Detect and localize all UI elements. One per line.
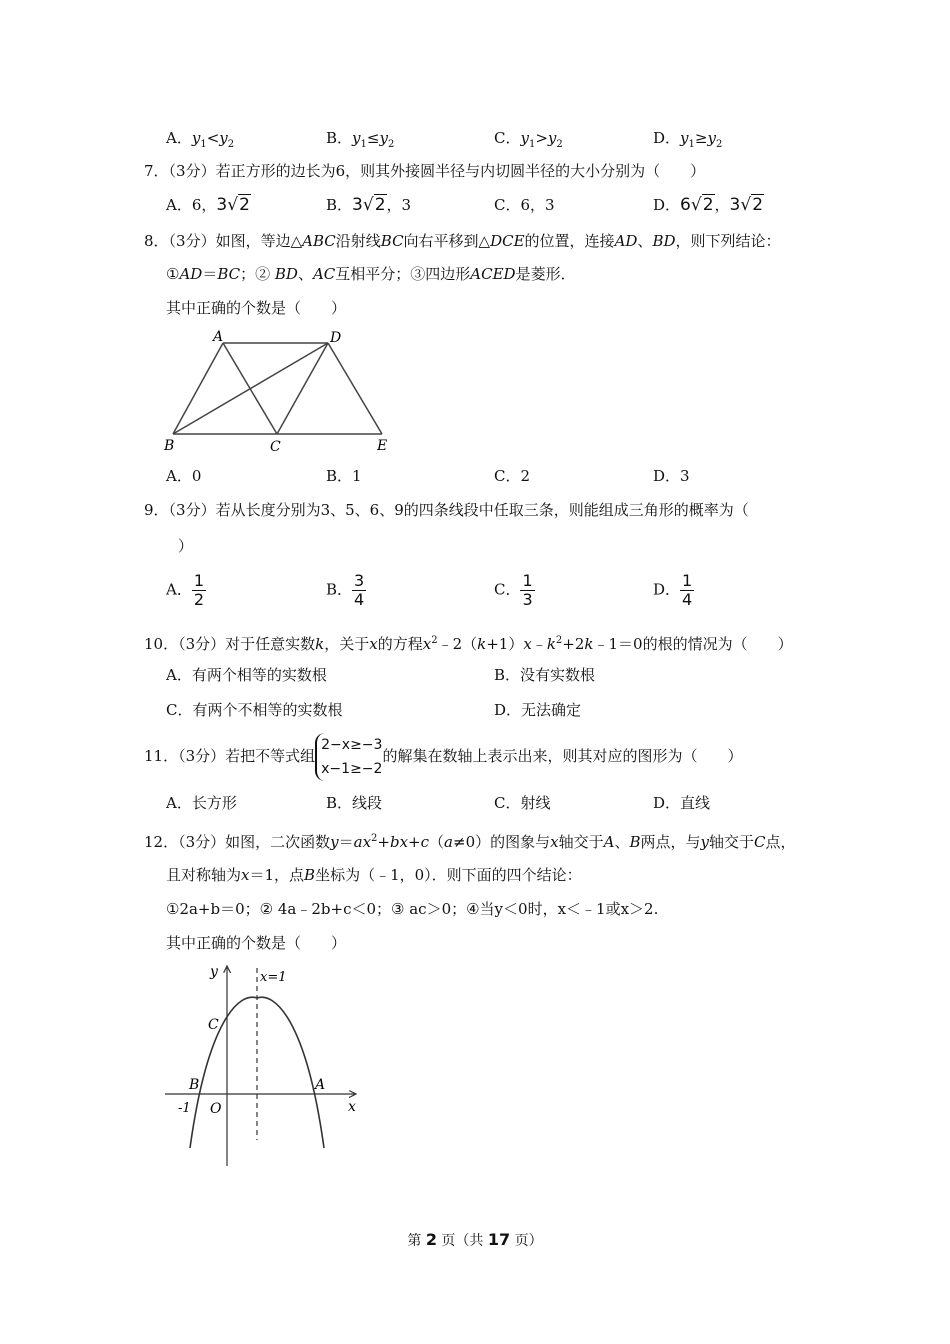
q12-label-b: B xyxy=(189,1077,200,1093)
q12-label-x: x xyxy=(348,1099,356,1115)
q8-figure xyxy=(160,325,400,457)
q11-inequality-system: 2−x≥−3 x−1≥−2 xyxy=(315,733,382,781)
q6-option-a: A．$y_1<y_2$ xyxy=(166,129,235,150)
q12-figure xyxy=(160,958,370,1173)
q12-line2: 且对称轴为x＝1，点B坐标为（﹣1，0）．则下面的四个结论： xyxy=(166,866,582,884)
q10-option-c: C．有两个不相等的实数根 xyxy=(166,701,343,719)
q8-label-a: A xyxy=(213,329,224,345)
q9-option-a: A． $\frac{1}{2}$ xyxy=(166,571,205,609)
q6-option-b: B．$y_1\le y_2$ xyxy=(326,129,395,150)
q8-option-a: A．0 xyxy=(166,467,202,485)
page-number: 2 xyxy=(425,1230,437,1249)
q8-option-c: C．2 xyxy=(494,467,531,485)
q12-ask: 其中正确的个数是（ ） xyxy=(166,934,347,952)
q8-ask: 其中正确的个数是（ ） xyxy=(166,299,347,317)
q12-conclusions: ①2a+b＝0；② 4a﹣2b+c＜0；③ ac＞0；④当y＜0时，x＜﹣1或x＞2. xyxy=(166,900,659,918)
q12-stem: 12．（3分）如图，二次函数$y=ax^2+bx+c(a\ne 0)$的图象与x轴交于A、B两点，与y轴交于C点， xyxy=(144,833,796,851)
q10-option-a: A．有两个相等的实数根 xyxy=(166,666,327,684)
q7-option-d: D．6√2，3√2 xyxy=(653,195,764,215)
q9-option-b: B． $\frac{3}{4}$ xyxy=(326,571,365,609)
q7-option-a: A．6，3√2 xyxy=(166,195,250,215)
q10-option-d: D．无法确定 xyxy=(494,701,582,719)
q6-option-c: C．$y_1>y_2$ xyxy=(494,129,563,150)
q11-option-a: A．长方形 xyxy=(166,794,237,812)
q7-option-b: B．3√2，3 xyxy=(326,195,412,215)
q8-label-c: C xyxy=(270,439,281,455)
page-total: 17 xyxy=(487,1230,511,1249)
q10-stem: 10．（3分）对于任意实数k，关于x的方程$x^2﹣2(k+1)x﹣k^2+2k﹣1=0$的根的情况为（ ） xyxy=(144,635,793,653)
page-footer: 第 2 页（共 17 页） xyxy=(407,1230,543,1249)
q9-option-d: D． $\frac{1}{4}$ xyxy=(653,571,693,609)
q12-label-a: A xyxy=(315,1077,326,1093)
q12-label-o: O xyxy=(210,1101,222,1117)
q12-label-axis: x=1 xyxy=(260,970,287,985)
q11-option-c: C．射线 xyxy=(494,794,551,812)
q7-stem: 7．（3分）若正方形的边长为6，则其外接圆半径与内切圆半径的大小分别为（ ） xyxy=(144,162,706,180)
q12-label-y: y xyxy=(210,964,218,980)
q8-label-d: D xyxy=(330,330,342,346)
q8-conclusions: ①AD＝BC；② BD、AC互相平分；③四边形ACED是菱形． xyxy=(166,265,576,283)
q8-stem: 8．（3分）如图，等边△ABC沿射线BC向右平移到△DCE的位置，连接AD、BD，则下列结论： xyxy=(144,232,781,250)
q8-option-b: B．1 xyxy=(326,467,362,485)
q11-option-b: B．线段 xyxy=(326,794,383,812)
q12-label-minus1: -1 xyxy=(178,1101,191,1116)
q9-stem-close: ） xyxy=(178,537,194,555)
q7-option-c: C．6，3 xyxy=(494,196,555,214)
q11-option-d: D．直线 xyxy=(653,794,711,812)
q9-option-c: C． $\frac{1}{3}$ xyxy=(494,571,533,609)
q8-label-b: B xyxy=(164,438,175,454)
q8-label-e: E xyxy=(377,438,388,454)
q9-stem: 9．（3分）若从长度分别为3、5、6、9的四条线段中任取三条，则能组成三角形的概率为（ xyxy=(144,501,749,519)
q8-option-d: D．3 xyxy=(653,467,690,485)
q12-label-c: C xyxy=(208,1017,219,1033)
q6-option-d: D．$y_1\ge y_2$ xyxy=(653,129,723,150)
q11-stem: 11．（3分）若把不等式组 2−x≥−3 x−1≥−2 的解集在数轴上表示出来，则其对应的图形为（ ） xyxy=(144,732,742,781)
q10-option-b: B．没有实数根 xyxy=(494,666,596,684)
